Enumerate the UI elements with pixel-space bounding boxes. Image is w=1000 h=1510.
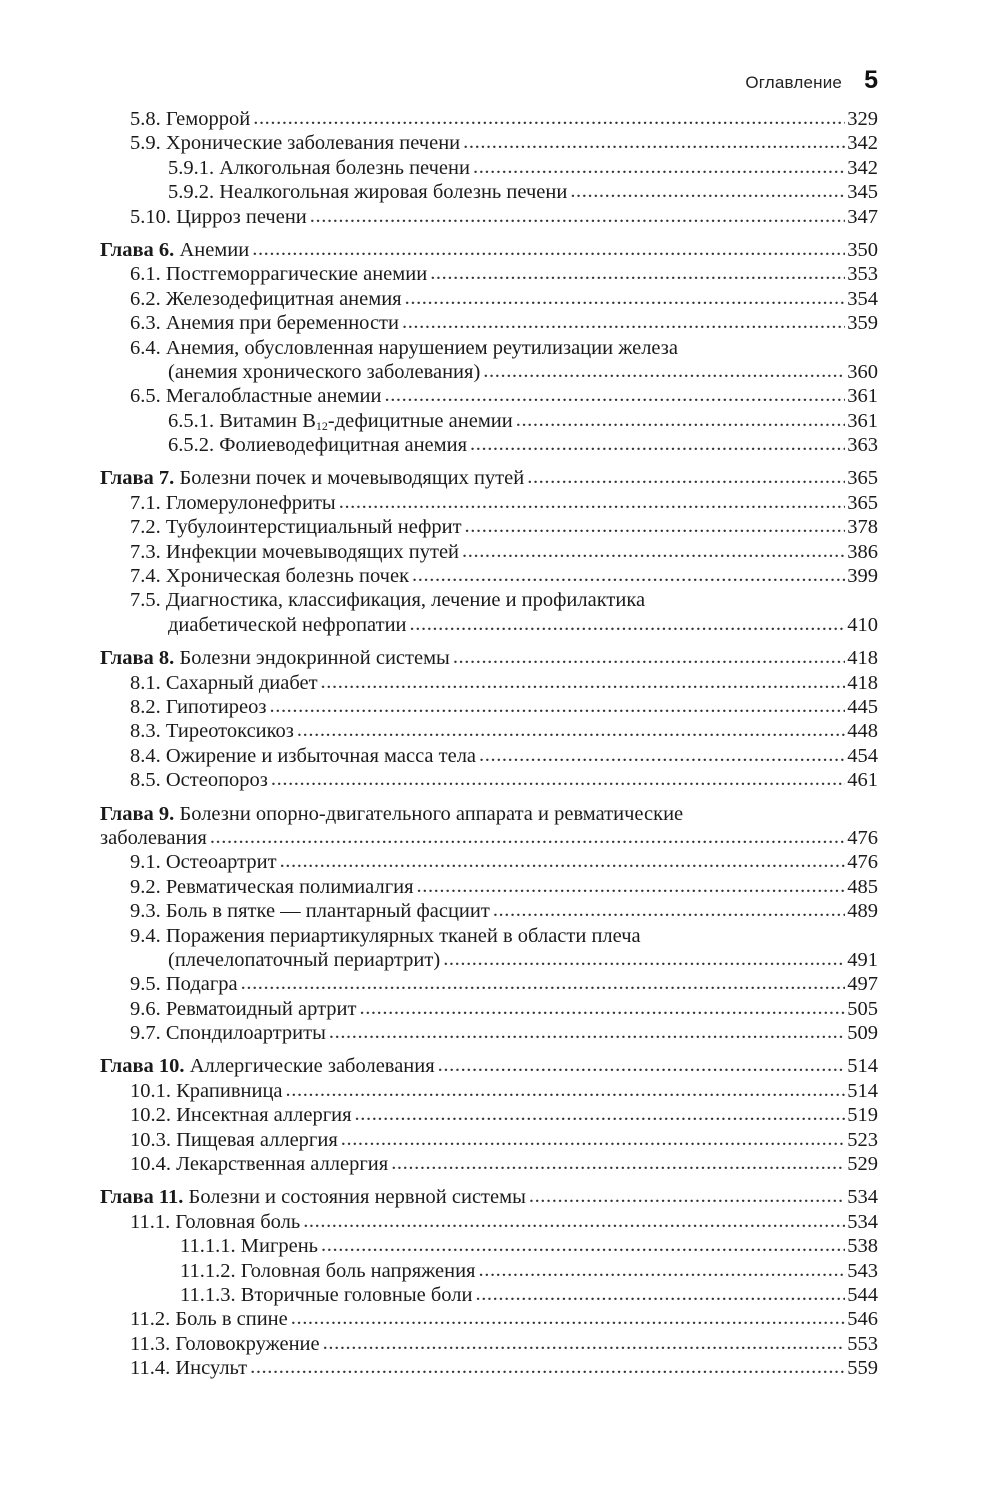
dot-leader xyxy=(329,1020,845,1044)
dot-leader xyxy=(479,1258,846,1282)
table-of-contents xyxy=(100,107,878,1381)
entry-title: Мегалобластные анемии xyxy=(165,385,382,408)
running-head xyxy=(745,66,878,95)
entry-number: 11.1.1. xyxy=(180,1235,236,1258)
entry-page: 354 xyxy=(847,287,878,310)
toc-entry[interactable] xyxy=(100,515,878,539)
entry-title-part: -дефицитные анемии xyxy=(327,409,513,432)
dot-leader xyxy=(516,408,846,432)
toc-entry[interactable] xyxy=(100,588,878,612)
entry-number: 6.4. xyxy=(130,336,161,359)
entry-number: 11.1.2. xyxy=(180,1259,236,1282)
entry-page: 546 xyxy=(847,1308,878,1331)
toc-entry[interactable] xyxy=(100,107,878,131)
chapter-title: Анемии xyxy=(179,238,250,261)
entry-number: 9.6. xyxy=(130,997,161,1020)
entry-page: 360 xyxy=(847,360,878,383)
toc-chapter-10[interactable] xyxy=(100,1054,878,1078)
toc-entry[interactable] xyxy=(100,262,878,286)
entry-page: 361 xyxy=(847,409,878,432)
dot-leader xyxy=(438,1053,846,1077)
dot-leader xyxy=(410,612,846,636)
chapter-label: Глава 11. xyxy=(100,1186,184,1209)
toc-entry[interactable] xyxy=(100,1332,878,1356)
running-head-title: Оглавление xyxy=(745,73,843,92)
chapter-title: Болезни и состояния нервной системы xyxy=(188,1186,526,1209)
entry-page: 489 xyxy=(847,900,878,923)
toc-chapter-6[interactable] xyxy=(100,238,878,262)
entry-title: Инсектная аллергия xyxy=(176,1104,352,1127)
dot-leader xyxy=(297,718,845,742)
entry-number: 6.1. xyxy=(130,263,161,286)
entry-page: 329 xyxy=(847,108,878,130)
dot-leader xyxy=(412,563,845,587)
entry-page: 538 xyxy=(847,1235,878,1258)
entry-title: Боль в пятке — плантарный фасциит xyxy=(165,900,490,923)
entry-number: 10.2. xyxy=(130,1104,171,1127)
entry-title: Сахарный диабет xyxy=(165,671,318,694)
entry-title: Мигрень xyxy=(240,1235,319,1258)
entry-number: 5.9.2. xyxy=(168,181,215,204)
dot-leader xyxy=(253,106,845,130)
entry-title: Вторичные головные боли xyxy=(240,1283,473,1306)
toc-entry[interactable] xyxy=(100,997,878,1021)
page-number: 5 xyxy=(864,66,878,94)
dot-leader xyxy=(463,130,845,154)
entry-number: 9.2. xyxy=(130,875,161,898)
dot-leader xyxy=(252,237,845,261)
entry-title: Железодефицитная анемия xyxy=(165,287,402,310)
entry-title: Поражения периартикулярных тканей в области плеча xyxy=(165,924,641,947)
entry-title: Фолиеводефицитная анемия xyxy=(219,434,468,457)
subscript: 12 xyxy=(315,418,328,433)
toc-entry[interactable] xyxy=(100,671,878,695)
dot-leader xyxy=(483,359,845,383)
entry-page: 361 xyxy=(847,385,878,408)
entry-title: Хронические заболевания печени xyxy=(165,132,461,155)
entry-title: Ревматическая полимиалгия xyxy=(165,875,414,898)
entry-number: 10.4. xyxy=(130,1153,171,1176)
entry-page: 509 xyxy=(847,1022,878,1045)
dot-leader xyxy=(417,874,846,898)
chapter-title: Болезни эндокринной системы xyxy=(179,647,450,670)
toc-entry[interactable] xyxy=(100,695,878,719)
entry-page: 342 xyxy=(847,132,878,155)
entry-title: Цирроз печени xyxy=(176,205,307,228)
entry-title: Анемия, обусловленная нарушением реутилизации железа xyxy=(165,336,678,359)
entry-page: 347 xyxy=(847,205,878,228)
toc-entry[interactable] xyxy=(100,311,878,335)
chapter-label: Глава 7. xyxy=(100,467,175,490)
entry-title: Гломерулонефриты xyxy=(165,491,336,514)
toc-entry[interactable] xyxy=(100,1307,878,1331)
entry-page: 454 xyxy=(847,744,878,767)
entry-page: 544 xyxy=(847,1283,878,1306)
toc-entry[interactable] xyxy=(100,205,878,229)
entry-title: Головокружение xyxy=(175,1332,320,1355)
toc-entry[interactable] xyxy=(100,409,878,433)
dot-leader xyxy=(291,1306,846,1330)
chapter-title: Болезни почек и мочевыводящих путей xyxy=(179,467,525,490)
entry-page: 529 xyxy=(847,1153,878,1176)
entry-title: Остеоартрит xyxy=(165,851,277,874)
toc-entry[interactable] xyxy=(100,287,878,311)
entry-title: Лекарственная аллергия xyxy=(176,1153,389,1176)
toc-entry[interactable] xyxy=(100,1079,878,1103)
toc-chapter-8[interactable] xyxy=(100,646,878,670)
entry-page: 399 xyxy=(847,565,878,588)
dot-leader xyxy=(321,670,846,694)
toc-entry[interactable] xyxy=(100,564,878,588)
toc-entry[interactable] xyxy=(100,491,878,515)
toc-entry[interactable] xyxy=(100,899,878,923)
entry-page: 514 xyxy=(847,1079,878,1102)
toc-entry[interactable] xyxy=(100,1283,878,1307)
dot-leader xyxy=(443,947,845,971)
entry-title-continuation: (анемия хронического заболевания) xyxy=(168,360,481,383)
dot-leader xyxy=(384,383,845,407)
entry-number: 8.4. xyxy=(130,744,161,767)
toc-entry[interactable] xyxy=(100,924,878,948)
entry-page: 445 xyxy=(847,695,878,718)
dot-leader xyxy=(391,1151,845,1175)
dot-leader xyxy=(479,743,845,767)
entry-number: 8.5. xyxy=(130,769,161,792)
entry-title: Гипотиреоз xyxy=(165,695,267,718)
dot-leader xyxy=(475,1282,845,1306)
entry-title: Ожирение и избыточная масса тела xyxy=(165,744,477,767)
entry-page: 342 xyxy=(847,156,878,179)
entry-title: Инсульт xyxy=(175,1357,248,1380)
entry-title: Тубулоинтерстициальный нефрит xyxy=(165,516,462,539)
entry-number: 9.3. xyxy=(130,900,161,923)
entry-title: Спондилоартриты xyxy=(165,1022,326,1045)
toc-entry[interactable] xyxy=(100,719,878,743)
entry-title: Головная боль xyxy=(175,1210,301,1233)
entry-page: 448 xyxy=(847,720,878,743)
dot-leader xyxy=(473,155,845,179)
dot-leader xyxy=(270,694,846,718)
entry-number: 8.2. xyxy=(130,695,161,718)
dot-leader xyxy=(210,825,845,849)
entry-page: 543 xyxy=(847,1259,878,1282)
entry-title: Подагра xyxy=(165,973,238,996)
toc-entry[interactable] xyxy=(100,875,878,899)
entry-page: 559 xyxy=(847,1357,878,1380)
dot-leader xyxy=(303,1209,845,1233)
dot-leader xyxy=(529,1184,845,1208)
entry-page: 514 xyxy=(847,1055,878,1078)
entry-page: 491 xyxy=(847,948,878,971)
entry-number: 11.1.3. xyxy=(180,1283,236,1306)
toc-entry[interactable] xyxy=(100,1128,878,1152)
chapter-title: Аллергические заболевания xyxy=(189,1055,435,1078)
dot-leader xyxy=(527,465,845,489)
toc-entry[interactable] xyxy=(100,156,878,180)
entry-page: 485 xyxy=(847,875,878,898)
entry-page: 363 xyxy=(847,434,878,457)
entry-page: 461 xyxy=(847,769,878,792)
toc-entry[interactable] xyxy=(100,1021,878,1045)
entry-page: 345 xyxy=(847,181,878,204)
dot-leader xyxy=(430,261,845,285)
entry-number: 9.4. xyxy=(130,924,161,947)
entry-number: 5.9.1. xyxy=(168,156,215,179)
entry-title: Хроническая болезнь почек xyxy=(165,565,410,588)
entry-page: 365 xyxy=(847,491,878,514)
entry-number: 10.1. xyxy=(130,1079,171,1102)
dot-leader xyxy=(462,539,845,563)
entry-number: 11.2. xyxy=(130,1308,171,1331)
entry-title: Анемия при беременности xyxy=(165,312,399,335)
toc-entry[interactable] xyxy=(100,433,878,457)
dot-leader xyxy=(570,179,845,203)
toc-entry[interactable] xyxy=(100,1356,878,1380)
toc-chapter-7[interactable] xyxy=(100,466,878,490)
toc-entry[interactable] xyxy=(100,850,878,874)
dot-leader xyxy=(271,767,845,791)
toc-entry-continuation[interactable] xyxy=(100,613,878,637)
dot-leader xyxy=(355,1102,846,1126)
toc-entry[interactable] xyxy=(100,744,878,768)
entry-number: 10.3. xyxy=(130,1128,171,1151)
entry-number: 5.9. xyxy=(130,132,161,155)
toc-entry[interactable] xyxy=(100,540,878,564)
dot-leader xyxy=(241,971,846,995)
toc-entry[interactable] xyxy=(100,1152,878,1176)
entry-page: 350 xyxy=(847,238,878,261)
dot-leader xyxy=(402,310,845,334)
entry-number: 6.5.2. xyxy=(168,434,215,457)
toc-entry[interactable] xyxy=(100,131,878,155)
entry-number: 6.2. xyxy=(130,287,161,310)
toc-chapter-11[interactable] xyxy=(100,1185,878,1209)
entry-page: 353 xyxy=(847,263,878,286)
toc-entry[interactable] xyxy=(100,768,878,792)
entry-number: 7.2. xyxy=(130,516,161,539)
entry-page: 497 xyxy=(847,973,878,996)
entry-title: Геморрой xyxy=(165,108,251,130)
entry-number: 7.5. xyxy=(130,589,161,612)
entry-title: Ревматоидный артрит xyxy=(165,997,357,1020)
entry-page: 365 xyxy=(847,467,878,490)
chapter-label: Глава 10. xyxy=(100,1055,185,1078)
toc-entry[interactable] xyxy=(100,180,878,204)
dot-leader xyxy=(493,898,845,922)
toc-entry[interactable] xyxy=(100,1210,878,1234)
entry-number: 7.3. xyxy=(130,540,161,563)
toc-entry[interactable] xyxy=(100,1103,878,1127)
entry-number: 5.10. xyxy=(130,205,171,228)
entry-title: Боль в спине xyxy=(175,1308,288,1331)
entry-number: 6.5.1. xyxy=(168,409,215,432)
entry-number: 5.8. xyxy=(130,108,161,130)
dot-leader xyxy=(341,1127,846,1151)
entry-title-part: Витамин B xyxy=(219,409,316,432)
entry-page: 519 xyxy=(847,1104,878,1127)
entry-title: Остеопороз xyxy=(165,769,268,792)
entry-page: 418 xyxy=(847,647,878,670)
entry-page: 410 xyxy=(847,613,878,636)
entry-page: 476 xyxy=(847,851,878,874)
entry-number: 7.1. xyxy=(130,491,161,514)
dot-leader xyxy=(470,432,845,456)
entry-number: 8.1. xyxy=(130,671,161,694)
entry-page: 523 xyxy=(847,1128,878,1151)
entry-number: 7.4. xyxy=(130,565,161,588)
entry-page: 378 xyxy=(847,516,878,539)
dot-leader xyxy=(339,490,846,514)
toc-entry[interactable] xyxy=(100,972,878,996)
toc-entry[interactable] xyxy=(100,384,878,408)
entry-number: 9.1. xyxy=(130,851,161,874)
toc-entry-continuation[interactable] xyxy=(100,948,878,972)
entry-page: 418 xyxy=(847,671,878,694)
toc-entry-continuation[interactable] xyxy=(100,826,878,850)
entry-title: Головная боль напряжения xyxy=(240,1259,476,1282)
entry-title: Алкогольная болезнь печени xyxy=(219,156,470,179)
entry-page: 534 xyxy=(847,1210,878,1233)
chapter-label: Глава 8. xyxy=(100,647,175,670)
entry-title: Тиреотоксикоз xyxy=(165,720,294,743)
entry-number: 6.3. xyxy=(130,312,161,335)
dot-leader xyxy=(321,1233,845,1257)
toc-entry-continuation[interactable] xyxy=(100,360,878,384)
entry-title: Диагностика, классификация, лечение и профилактика xyxy=(165,589,646,612)
entry-page: 534 xyxy=(847,1186,878,1209)
entry-number: 6.5. xyxy=(130,385,161,408)
entry-number: 11.1. xyxy=(130,1210,171,1233)
entry-page: 553 xyxy=(847,1332,878,1355)
entry-title-continuation: диабетической нефропатии xyxy=(168,613,407,636)
dot-leader xyxy=(323,1331,846,1355)
toc-chapter-9[interactable] xyxy=(100,802,878,826)
dot-leader xyxy=(359,996,845,1020)
chapter-title: Болезни опорно-двигательного аппарата и ревматические xyxy=(179,802,684,825)
toc-entry[interactable] xyxy=(100,1259,878,1283)
entry-number: 9.5. xyxy=(130,973,161,996)
dot-leader xyxy=(280,849,846,873)
entry-number: 11.4. xyxy=(130,1357,171,1380)
entry-page: 476 xyxy=(847,826,878,849)
entry-page: 359 xyxy=(847,312,878,335)
dot-leader xyxy=(286,1078,846,1102)
chapter-label: Глава 9. xyxy=(100,802,175,825)
chapter-label: Глава 6. xyxy=(100,238,175,261)
dot-leader xyxy=(310,204,845,228)
dot-leader xyxy=(250,1355,845,1379)
entry-title: Неалкогольная жировая болезнь печени xyxy=(219,181,568,204)
entry-number: 8.3. xyxy=(130,720,161,743)
chapter-title-continuation: заболевания xyxy=(100,826,207,849)
dot-leader xyxy=(405,286,846,310)
entry-number: 9.7. xyxy=(130,1022,161,1045)
entry-title: Инфекции мочевыводящих путей xyxy=(165,540,460,563)
entry-title: Крапивница xyxy=(176,1079,283,1102)
dot-leader xyxy=(465,514,846,538)
toc-entry[interactable] xyxy=(100,1234,878,1258)
entry-number: 11.3. xyxy=(130,1332,171,1355)
entry-title: Пищевая аллергия xyxy=(176,1128,338,1151)
toc-entry[interactable] xyxy=(100,336,878,360)
entry-title-continuation: (плечелопаточный периартрит) xyxy=(168,948,441,971)
entry-page: 386 xyxy=(847,540,878,563)
entry-page: 505 xyxy=(847,997,878,1020)
entry-title: Постгеморрагические анемии xyxy=(165,263,428,286)
dot-leader xyxy=(453,645,845,669)
